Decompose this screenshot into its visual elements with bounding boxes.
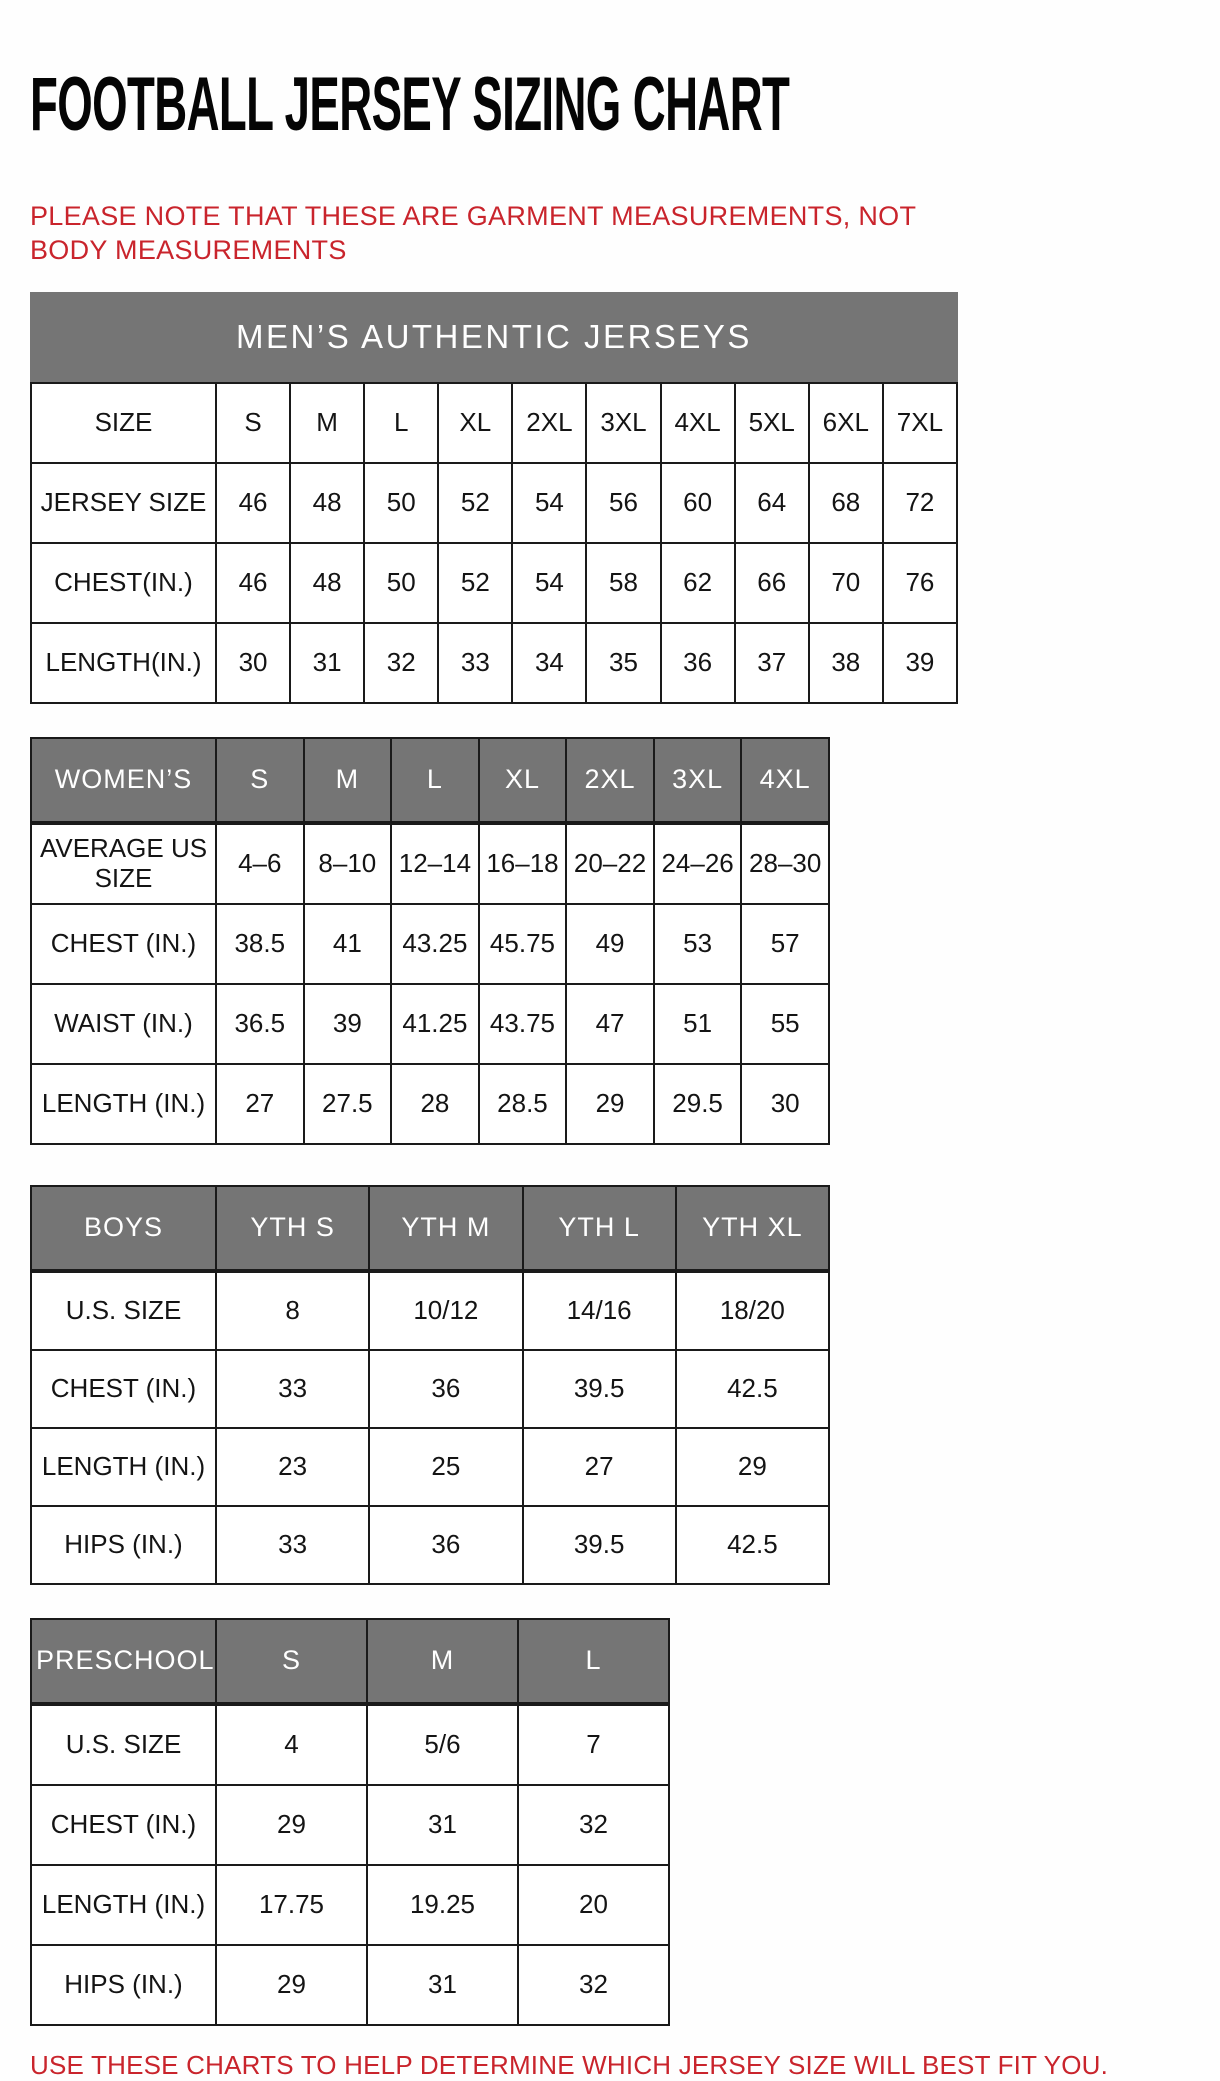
table-title-cell: PRESCHOOL (31, 1619, 216, 1704)
table-row (31, 1704, 669, 1785)
value-cell: 33 (216, 1506, 369, 1584)
table-row (31, 904, 829, 984)
value-cell: 6XL (809, 383, 883, 463)
value-cell: 48 (290, 543, 364, 623)
value-cell: 17.75 (216, 1865, 367, 1945)
value-cell: 51 (654, 984, 742, 1064)
value-cell: 33 (216, 1350, 369, 1428)
size-column-header: YTH L (523, 1186, 676, 1271)
value-cell: 43.25 (391, 904, 479, 984)
value-cell: 50 (364, 463, 438, 543)
size-column-header: M (367, 1619, 518, 1704)
table-title-cell: BOYS (31, 1186, 216, 1271)
row-label: U.S. SIZE (31, 1271, 216, 1350)
value-cell: 23 (216, 1428, 369, 1506)
value-cell: 32 (518, 1785, 669, 1865)
value-cell: 30 (741, 1064, 829, 1144)
value-cell: 47 (566, 984, 654, 1064)
value-cell: 27 (523, 1428, 676, 1506)
size-column-header: YTH M (369, 1186, 522, 1271)
table-row (31, 1064, 829, 1144)
value-cell: 28–30 (741, 823, 829, 904)
value-cell: 60 (661, 463, 735, 543)
size-column-header: YTH XL (676, 1186, 829, 1271)
table-header-row (31, 1619, 669, 1704)
value-cell: 12–14 (391, 823, 479, 904)
value-cell: 10/12 (369, 1271, 522, 1350)
value-cell: 41.25 (391, 984, 479, 1064)
value-cell: 36 (661, 623, 735, 703)
value-cell: 55 (741, 984, 829, 1064)
size-column-header: 3XL (654, 738, 742, 823)
row-label: LENGTH (IN.) (31, 1064, 216, 1144)
value-cell: 30 (216, 623, 290, 703)
value-cell: 20–22 (566, 823, 654, 904)
value-cell: 36.5 (216, 984, 304, 1064)
value-cell: 58 (586, 543, 660, 623)
value-cell: 24–26 (654, 823, 742, 904)
footer-note: USE THESE CHARTS TO HELP DETERMINE WHICH JERSEY SIZE WILL BEST FIT YOU. (30, 2049, 1109, 2080)
value-cell: 38.5 (216, 904, 304, 984)
row-label: WAIST (IN.) (31, 984, 216, 1064)
size-column-header: YTH S (216, 1186, 369, 1271)
table-row (31, 623, 957, 703)
value-cell: 2XL (512, 383, 586, 463)
value-cell: 5/6 (367, 1704, 518, 1785)
value-cell: M (290, 383, 364, 463)
table-row (31, 543, 957, 623)
value-cell: 52 (438, 463, 512, 543)
value-cell: 42.5 (676, 1350, 829, 1428)
value-cell: 39 (883, 623, 957, 703)
value-cell: 52 (438, 543, 512, 623)
value-cell: 29.5 (654, 1064, 742, 1144)
value-cell: 33 (438, 623, 512, 703)
size-column-header: L (518, 1619, 669, 1704)
value-cell: 43.75 (479, 984, 567, 1064)
value-cell: 36 (369, 1350, 522, 1428)
row-label: CHEST (IN.) (31, 1785, 216, 1865)
value-cell: 7 (518, 1704, 669, 1785)
size-column-header: XL (479, 738, 567, 823)
table-title-cell: WOMEN’S (31, 738, 216, 823)
value-cell: S (216, 383, 290, 463)
value-cell: 14/16 (523, 1271, 676, 1350)
value-cell: 3XL (586, 383, 660, 463)
row-label: HIPS (IN.) (31, 1945, 216, 2025)
table-row (31, 1428, 829, 1506)
value-cell: 66 (735, 543, 809, 623)
value-cell: 70 (809, 543, 883, 623)
value-cell: 56 (586, 463, 660, 543)
preschool-sizing-table (30, 1618, 670, 2026)
value-cell: 38 (809, 623, 883, 703)
garment-measurement-note: PLEASE NOTE THAT THESE ARE GARMENT MEASUREMENTS, NOT BODY MEASUREMENTS (30, 201, 916, 265)
value-cell: 34 (512, 623, 586, 703)
womens-sizing-table (30, 737, 830, 1145)
row-label: LENGTH (IN.) (31, 1428, 216, 1506)
value-cell: 48 (290, 463, 364, 543)
value-cell: 39.5 (523, 1350, 676, 1428)
table-row (31, 984, 829, 1064)
table-row (31, 1350, 829, 1428)
value-cell: 54 (512, 463, 586, 543)
row-label: CHEST(IN.) (31, 543, 216, 623)
value-cell: 5XL (735, 383, 809, 463)
value-cell: 4–6 (216, 823, 304, 904)
value-cell: 29 (216, 1785, 367, 1865)
value-cell: 18/20 (676, 1271, 829, 1350)
value-cell: 39 (304, 984, 392, 1064)
value-cell: 36 (369, 1506, 522, 1584)
value-cell: 8 (216, 1271, 369, 1350)
value-cell: 29 (566, 1064, 654, 1144)
value-cell: 49 (566, 904, 654, 984)
value-cell: 57 (741, 904, 829, 984)
value-cell: 19.25 (367, 1865, 518, 1945)
value-cell: 68 (809, 463, 883, 543)
table-row (31, 1945, 669, 2025)
size-column-header: 2XL (566, 738, 654, 823)
value-cell: 29 (676, 1428, 829, 1506)
table-header-row (31, 1186, 829, 1271)
size-column-header: S (216, 738, 304, 823)
row-label: CHEST (IN.) (31, 904, 216, 984)
row-label: AVERAGE US SIZE (31, 823, 216, 904)
table-row (31, 463, 957, 543)
table-row (31, 1271, 829, 1350)
value-cell: 46 (216, 463, 290, 543)
size-column-header: 4XL (741, 738, 829, 823)
value-cell: L (364, 383, 438, 463)
value-cell: 35 (586, 623, 660, 703)
boys-sizing-table (30, 1185, 830, 1585)
value-cell: 29 (216, 1945, 367, 2025)
size-column-header: S (216, 1619, 367, 1704)
value-cell: 27 (216, 1064, 304, 1144)
table-row (31, 1506, 829, 1584)
value-cell: XL (438, 383, 512, 463)
value-cell: 27.5 (304, 1064, 392, 1144)
table-row (31, 1785, 669, 1865)
value-cell: 62 (661, 543, 735, 623)
row-label: LENGTH (IN.) (31, 1865, 216, 1945)
value-cell: 25 (369, 1428, 522, 1506)
value-cell: 37 (735, 623, 809, 703)
row-label: CHEST (IN.) (31, 1350, 216, 1428)
value-cell: 28.5 (479, 1064, 567, 1144)
size-column-header: L (391, 738, 479, 823)
value-cell: 31 (367, 1785, 518, 1865)
table-row (31, 1865, 669, 1945)
value-cell: 76 (883, 543, 957, 623)
value-cell: 64 (735, 463, 809, 543)
mens-table-banner: MEN’S AUTHENTIC JERSEYS (30, 292, 958, 382)
value-cell: 4 (216, 1704, 367, 1785)
value-cell: 20 (518, 1865, 669, 1945)
value-cell: 41 (304, 904, 392, 984)
value-cell: 31 (367, 1945, 518, 2025)
mens-sizing-table (30, 382, 958, 704)
table-header-row (31, 738, 829, 823)
row-label: HIPS (IN.) (31, 1506, 216, 1584)
row-label: JERSEY SIZE (31, 463, 216, 543)
value-cell: 16–18 (479, 823, 567, 904)
row-label: SIZE (31, 383, 216, 463)
value-cell: 32 (364, 623, 438, 703)
value-cell: 46 (216, 543, 290, 623)
table-row (31, 823, 829, 904)
value-cell: 31 (290, 623, 364, 703)
value-cell: 42.5 (676, 1506, 829, 1584)
value-cell: 8–10 (304, 823, 392, 904)
row-label: U.S. SIZE (31, 1704, 216, 1785)
table-row (31, 383, 957, 463)
value-cell: 32 (518, 1945, 669, 2025)
value-cell: 45.75 (479, 904, 567, 984)
row-label: LENGTH(IN.) (31, 623, 216, 703)
value-cell: 39.5 (523, 1506, 676, 1584)
page-title: FOOTBALL JERSEY SIZING CHART (30, 61, 790, 147)
value-cell: 54 (512, 543, 586, 623)
value-cell: 28 (391, 1064, 479, 1144)
value-cell: 72 (883, 463, 957, 543)
size-column-header: M (304, 738, 392, 823)
value-cell: 7XL (883, 383, 957, 463)
value-cell: 53 (654, 904, 742, 984)
value-cell: 4XL (661, 383, 735, 463)
value-cell: 50 (364, 543, 438, 623)
